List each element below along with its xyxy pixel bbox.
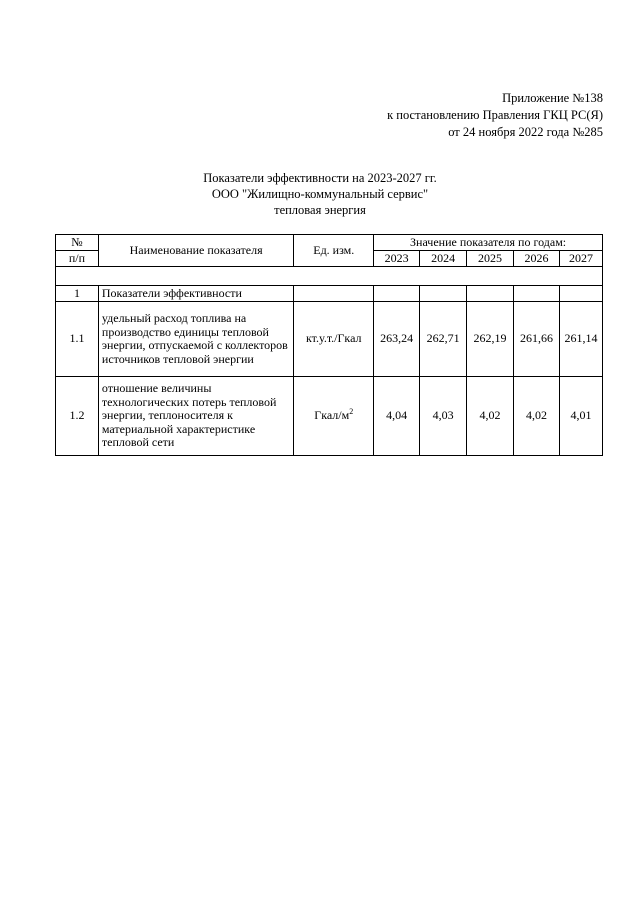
row-value: 4,02 bbox=[467, 377, 514, 456]
indicators-table bbox=[55, 234, 603, 456]
row-value: 4,03 bbox=[420, 377, 467, 456]
row-value: 262,19 bbox=[467, 302, 514, 377]
title-company: ООО "Жилищно-коммунальный сервис" bbox=[211, 187, 429, 201]
empty-cell bbox=[420, 286, 467, 302]
row-num: 1.1 bbox=[56, 302, 99, 377]
row-num: 1.2 bbox=[56, 377, 99, 456]
row-value: 261,66 bbox=[514, 302, 560, 377]
row-value: 4,01 bbox=[559, 377, 602, 456]
header-num: № bbox=[56, 235, 99, 251]
blank-row bbox=[56, 267, 603, 286]
header-unit: Ед. изм. bbox=[294, 235, 374, 267]
annex-number: Приложение №138 bbox=[502, 91, 603, 105]
empty-cell bbox=[467, 286, 514, 302]
header-name: Наименование показателя bbox=[98, 235, 293, 267]
empty-cell bbox=[374, 286, 420, 302]
row-unit: кт.у.т./Гкал bbox=[294, 302, 374, 377]
row-value: 261,14 bbox=[559, 302, 602, 377]
header-year: 2023 bbox=[374, 251, 420, 267]
empty-cell bbox=[294, 286, 374, 302]
row-value: 4,04 bbox=[374, 377, 420, 456]
header-year: 2026 bbox=[514, 251, 560, 267]
blank-cell bbox=[56, 267, 603, 286]
header-row-1 bbox=[56, 235, 603, 251]
title-line-1: Показатели эффективности на 2023-2027 гг. bbox=[203, 171, 437, 185]
table-row bbox=[56, 302, 603, 377]
row-unit bbox=[294, 377, 374, 456]
header-year: 2027 bbox=[559, 251, 602, 267]
header-year: 2024 bbox=[420, 251, 467, 267]
header-num-sub: п/п bbox=[56, 251, 99, 267]
row-value: 263,24 bbox=[374, 302, 420, 377]
table-row bbox=[56, 377, 603, 456]
unit-base: Гкал/м bbox=[314, 408, 350, 423]
title-resource: тепловая энергия bbox=[274, 203, 366, 217]
annex-resolution: к постановлению Правления ГКЦ РС(Я) bbox=[387, 108, 603, 122]
row-value: 262,71 bbox=[420, 302, 467, 377]
empty-cell bbox=[514, 286, 560, 302]
section-name: Показатели эффективности bbox=[98, 286, 293, 302]
section-row bbox=[56, 286, 603, 302]
annex-date: от 24 ноября 2022 года №285 bbox=[448, 125, 603, 139]
document-title bbox=[0, 170, 640, 218]
header-year: 2025 bbox=[467, 251, 514, 267]
section-num: 1 bbox=[56, 286, 99, 302]
header-values-group: Значение показателя по годам: bbox=[374, 235, 603, 251]
row-indicator-name: отношение величины технологических потерь тепловой энергии, теплоносителя к материальной характеристике тепловой сети bbox=[98, 377, 293, 456]
unit-superscript: 2 bbox=[349, 407, 354, 417]
annex-header bbox=[387, 90, 603, 141]
row-indicator-name: удельный расход топлива на производство единицы тепловой энергии, отпускаемой с коллекторов источников тепловой энергии bbox=[98, 302, 293, 377]
row-value: 4,02 bbox=[514, 377, 560, 456]
empty-cell bbox=[559, 286, 602, 302]
